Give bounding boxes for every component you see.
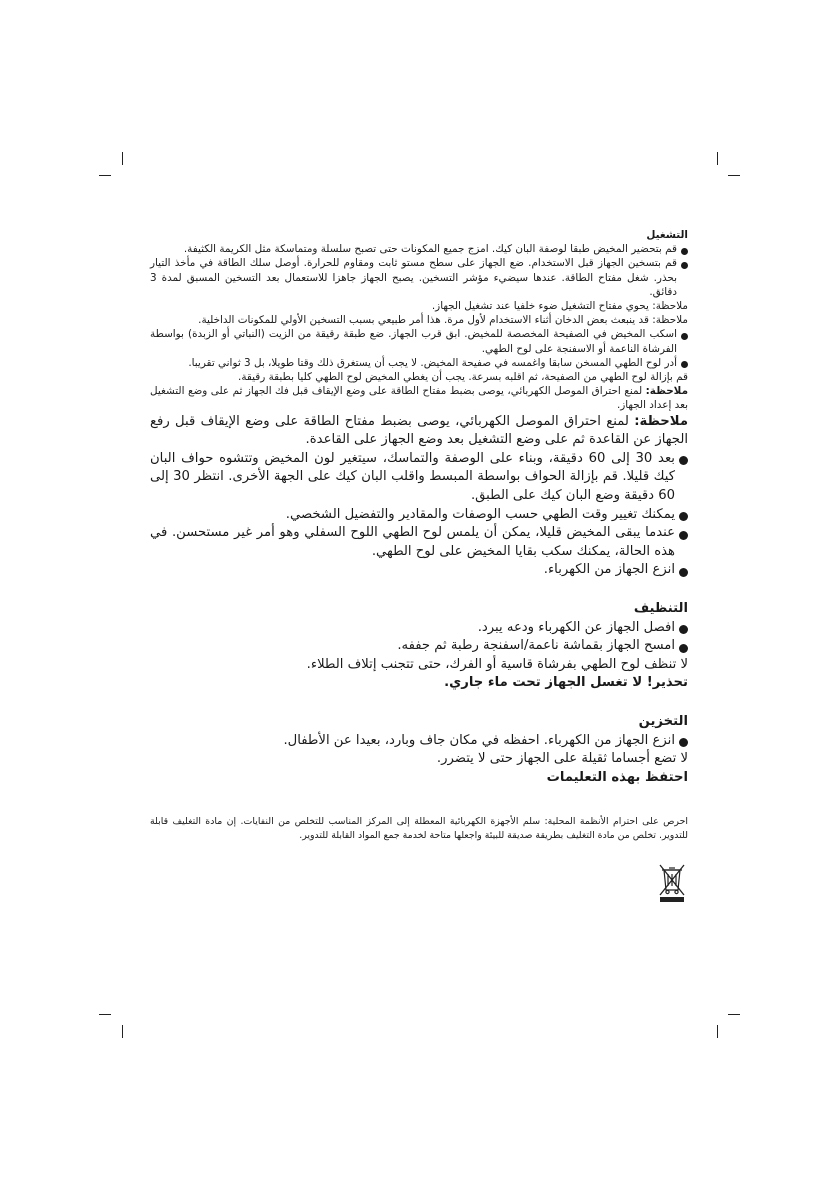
- bullet-icon: [679, 738, 688, 747]
- operation-list: [150, 242, 688, 412]
- list-item: [150, 561, 688, 580]
- warning-line: احتفظ بهذه التعليمات: [546, 769, 688, 785]
- list-item: [150, 242, 688, 256]
- text-line: لا تضع أجساما ثقيلة على الجهاز حتى لا يتضرر.: [436, 751, 688, 767]
- crop-mark: [99, 1014, 111, 1015]
- bullet-icon: [679, 644, 688, 653]
- note-text: لمنع احتراق الموصل الكهربائي، يوصى بضبط مفتاح الطاقة على وضع الإيقاف قبل رفع الجهاز عن القاعدة ثم على وضع التشغيل بعد وضع الجهاز على القاعدة.: [150, 413, 688, 448]
- bullet-icon: [679, 512, 688, 521]
- list-item-text: قم بتحضير المخيض طبقا لوصفة البان كيك. امزج جميع المكونات حتى تصبح سلسلة ومتماسكة مثل الكريمة الكثيفة.: [183, 243, 677, 256]
- crop-mark: [99, 175, 111, 176]
- crop-mark: [122, 152, 123, 165]
- list-item: [150, 506, 688, 525]
- bullet-icon: [681, 262, 688, 269]
- crop-mark: [717, 1025, 718, 1038]
- note-text: لمنع احتراق الموصل الكهربائي، يوصى بضبط مفتاح الطاقة على وضع الإيقاف قبل فك الجهاز ثم على وضع التشغيل بعد إعداد الجهاز.: [150, 385, 688, 412]
- text-line: ملاحظة: قد ينبعث بعض الدخان أثناء الاستخدام لأول مرة. هذا أمر طبيعي بسبب التسخين الأولي للمكونات الداخلية.: [198, 314, 688, 327]
- list-item: [150, 637, 688, 656]
- bullet-icon: [679, 456, 688, 465]
- warning-line: تحذير! لا تغسل الجهاز تحت ماء جاري.: [444, 675, 688, 691]
- list-item-text: اسكب المخيض في الصفيحة المخصصة للمخيض. ابق قرب الجهاز. ضع طبقة رقيقة من الزيت (النباتي أو الزبدة) بواسطة الفرشاة الناعمة أو الاسفنجة على لوح الطهي.: [150, 328, 677, 355]
- bullet-icon: [679, 568, 688, 577]
- list-item-text: يمكنك تغيير وقت الطهي حسب الوصفات والمقادير والتفضيل الشخصي.: [285, 506, 675, 522]
- list-item: [150, 450, 688, 506]
- environment-note: احرص على احترام الأنظمة المحلية: سلم الأجهزة الكهربائية المعطلة إلى المركز المناسب للتخلص من النفايات. إن مادة التغليف قابلة للتدوير. تخلص من مادة التغليف بطريقة صديقة للبيئة واجعلها متاحة لخدمة جمع المواد القابلة للتدوير.: [150, 815, 688, 841]
- list-item-text: بعد 30 إلى 60 دقيقة، وبناء على الوصفة والتماسك، سيتغير لون المخيض وتتشوه حواف البان كيك قليلا. قم بإزالة الحواف بواسطة المبسط واقلب البان كيك على الجهة الأخرى. انتظر 30 إلى 60 دقيقة وضع البان كيك على الطبق.: [150, 450, 675, 504]
- text-line: ملاحظة: يحوي مفتاح التشغيل ضوء خلفيا عند تشغيل الجهاز.: [431, 300, 688, 313]
- crossed-out-wheelie-bin-icon: [658, 862, 686, 902]
- bullet-icon: [679, 531, 688, 540]
- operation-section-large: [150, 413, 688, 580]
- manual-content: [150, 228, 688, 852]
- list-item: [150, 356, 688, 370]
- text-line: قم بإزالة لوح الطهي من الصفيحة، ثم اقلبه بسرعة. يجب أن يغطي المخيض لوح الطهي كليا بطبقة رقيقة.: [238, 371, 688, 384]
- crop-mark: [122, 1025, 123, 1038]
- operation-title: التشغيل: [646, 229, 688, 241]
- list-item: [150, 327, 688, 355]
- list-item-text: افصل الجهاز عن الكهرباء ودعه يبرد.: [477, 619, 675, 635]
- storage-list: [150, 732, 688, 788]
- list-item-text: قم بتسخين الجهاز قبل الاستخدام. ضع الجهاز على سطح مستو ثابت ومقاوم للحرارة. أوصل سلك الطاقة في مأخذ التيار بحذر. شغل مفتاح الطاقة. عندها سيضيء مؤشر التسخين. يصبح الجهاز جاهزا للاستعمال بعد التسخين المسبق لمدة 3 دقائق.: [150, 257, 677, 298]
- list-item: [150, 619, 688, 638]
- bullet-icon: [681, 248, 688, 255]
- list-item: [150, 256, 688, 299]
- operation-section: [150, 228, 688, 413]
- crop-mark: [728, 175, 740, 176]
- operation-list-large: [150, 413, 688, 580]
- note-label: ملاحظة:: [645, 385, 688, 398]
- list-item: [150, 732, 688, 751]
- note-line: [150, 384, 688, 412]
- list-item-text: انزع الجهاز من الكهرباء. احفظه في مكان جاف وبارد، بعيدا عن الأطفال.: [283, 732, 675, 748]
- note-label: ملاحظة:: [634, 413, 688, 429]
- crop-mark: [728, 1014, 740, 1015]
- list-item-text: امسح الجهاز بقماشة ناعمة/اسفنجة رطبة ثم جففه.: [397, 638, 675, 654]
- bullet-icon: [681, 361, 688, 368]
- bullet-icon: [681, 333, 688, 340]
- storage-title: التخزين: [638, 713, 688, 729]
- cleaning-section: [150, 600, 688, 693]
- text-line: لا تنظف لوح الطهي بفرشاة قاسية أو الفرك، حتى تتجنب إتلاف الطلاء.: [306, 656, 688, 672]
- list-item-text: أدر لوح الطهي المسخن سابقا واغمسه في صفيحة المخيض. لا يجب أن يستغرق ذلك وقتا طويلا، بل 3 ثواني تقريبا.: [188, 356, 677, 369]
- list-item: [150, 524, 688, 561]
- cleaning-title: التنظيف: [633, 600, 688, 616]
- list-item-text: انزع الجهاز من الكهرباء.: [543, 562, 675, 578]
- cleaning-list: [150, 619, 688, 693]
- crop-mark: [717, 152, 718, 165]
- bullet-icon: [679, 625, 688, 634]
- note-line: [150, 413, 688, 450]
- list-item-text: عندما يبقى المخيض قليلا، يمكن أن يلمس لوح الطهي اللوح السفلي وهو أمر غير مستحسن. في هذه الحالة، يمكنك سكب بقايا المخيض على لوح الطهي.: [150, 525, 675, 559]
- storage-section: [150, 713, 688, 787]
